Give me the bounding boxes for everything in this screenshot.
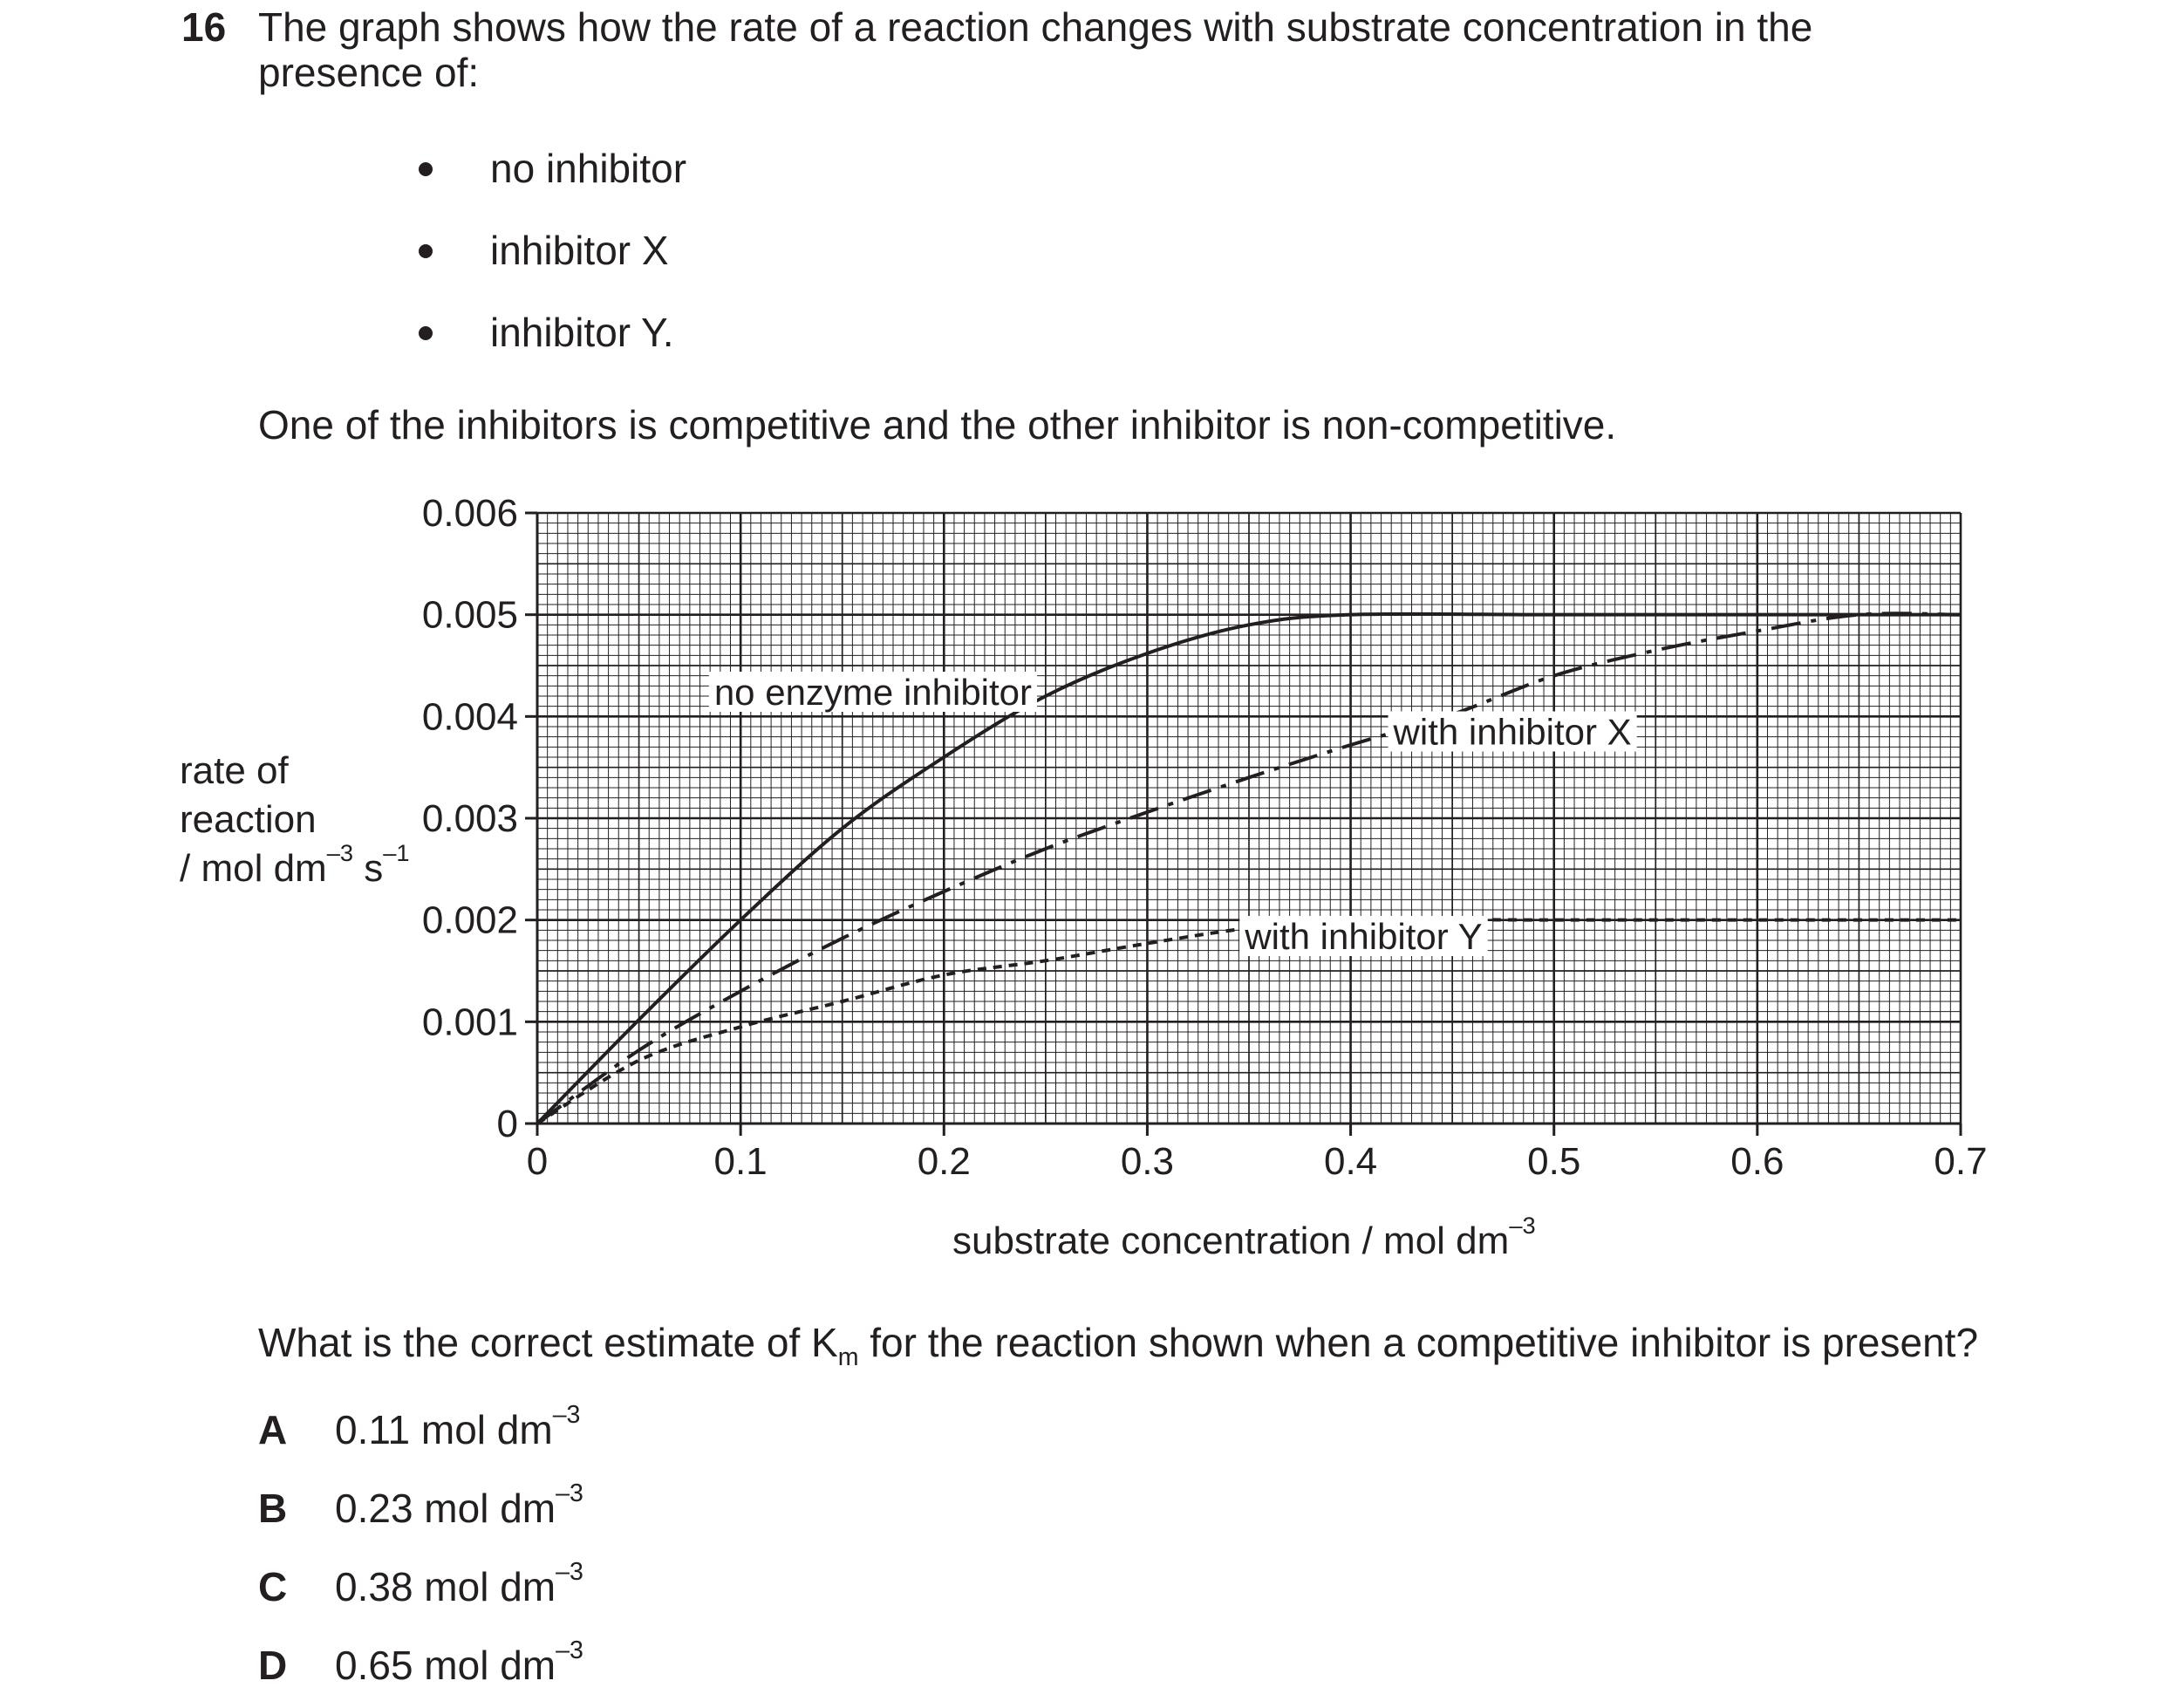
annotation-with-inhibitor-x-group [1389, 712, 1637, 753]
annotation-with-inhibitor-y: with inhibitor Y [1245, 916, 1483, 957]
question-stem-line-1: The graph shows how the rate of a reaction changes with substrate concentration in the [258, 4, 1813, 50]
option-d[interactable] [335, 1636, 583, 1689]
option-a-letter: A [258, 1407, 288, 1452]
x-axis-label-exp: –3 [1509, 1211, 1536, 1239]
option-c-letter: C [258, 1564, 288, 1609]
x-tick-label: 0.3 [1120, 1140, 1175, 1183]
chart-labels [422, 492, 1988, 1183]
y-unit-s: s [353, 847, 384, 890]
bullet-inhibitor-x: inhibitor X [490, 228, 669, 273]
y-tick-label: 0.004 [421, 695, 518, 739]
chart-grid [537, 513, 1961, 1124]
x-tick-label: 0.5 [1527, 1140, 1581, 1183]
bullet-no-inhibitor: no inhibitor [490, 146, 687, 191]
option-b-exp: –3 [556, 1479, 583, 1507]
y-tick-label: 0.006 [421, 492, 518, 535]
x-tick-label: 0.2 [917, 1140, 971, 1183]
x-tick-label: 0 [526, 1140, 549, 1183]
option-c[interactable] [335, 1557, 583, 1610]
annotation-no-enzyme-inhibitor: no enzyme inhibitor [713, 672, 1033, 713]
option-a-exp: –3 [552, 1400, 581, 1429]
question-number: 16 [181, 4, 227, 50]
question-prompt [258, 1319, 1979, 1371]
option-d-exp: –3 [556, 1636, 583, 1664]
y-unit-exp-2: –1 [383, 838, 410, 866]
y-unit-text: / mol dm [180, 847, 327, 890]
x-axis-label-text: substrate concentration / mol dm [952, 1220, 1510, 1262]
y-tick-label: 0.005 [421, 593, 518, 637]
x-tick-label: 0.4 [1323, 1140, 1378, 1183]
y-tick-label: 0.003 [421, 797, 518, 840]
option-c-exp: –3 [556, 1557, 583, 1586]
prompt-text-post: for the reaction shown when a competitive inhibitor is present? [858, 1320, 1979, 1365]
y-tick-label: 0 [496, 1103, 518, 1145]
question-stem-line-2: presence of: [258, 50, 480, 95]
option-c-value: 0.38 mol dm [335, 1564, 556, 1609]
option-a-value: 0.11 mol dm [335, 1407, 553, 1452]
option-b-letter: B [258, 1486, 288, 1531]
y-tick-label: 0.001 [421, 1001, 518, 1044]
option-d-value: 0.65 mol dm [335, 1643, 556, 1688]
bullet-inhibitor-y: inhibitor Y. [490, 310, 674, 355]
annotation-with-inhibitor-x: with inhibitor X [1393, 711, 1632, 753]
y-axis-label-line-2: reaction [180, 798, 317, 841]
x-tick-label: 0.6 [1730, 1140, 1784, 1183]
x-axis-label [952, 1211, 1536, 1263]
option-b[interactable] [335, 1479, 583, 1532]
y-tick-label: 0.002 [421, 898, 518, 942]
annotation-no-enzyme-inhibitor-group [709, 672, 1037, 713]
annotation-with-inhibitor-y-group [1239, 916, 1487, 957]
prompt-text-pre: What is the correct estimate of K [258, 1320, 838, 1365]
option-b-value: 0.23 mol dm [335, 1486, 556, 1531]
option-d-letter: D [258, 1643, 288, 1688]
y-axis-label-line-1: rate of [180, 749, 289, 792]
prompt-km-subscript: m [837, 1342, 859, 1371]
option-a[interactable] [335, 1400, 581, 1453]
x-tick-label: 0.1 [713, 1140, 768, 1183]
x-tick-label: 0.7 [1934, 1140, 1988, 1183]
inhibitor-statement: One of the inhibitors is competitive and the other inhibitor is non-competitive. [258, 402, 1617, 447]
y-unit-exp-1: –3 [326, 838, 354, 866]
